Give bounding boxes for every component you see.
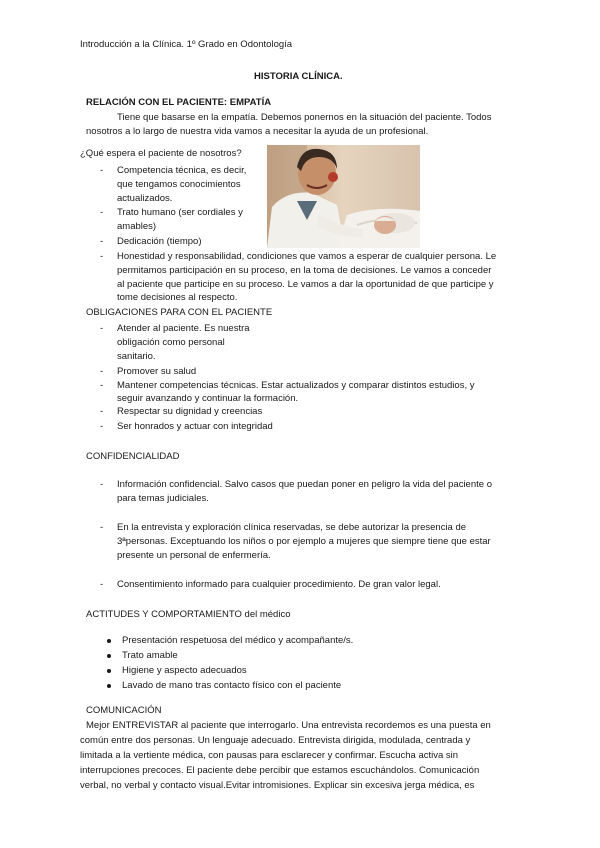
list-item-line: Mantener competencias técnicas. Estar actualizados y comparar distintos estudios, y [117,380,475,391]
section-heading-relacion: RELACIÓN CON EL PACIENTE: EMPATÍA [86,97,272,108]
list-item-line: presente un personal de enfermería. [117,550,271,561]
list-dash: - [100,406,104,417]
list-dash: - [100,236,104,247]
section-heading-obligaciones: OBLIGACIONES PARA CON EL PACIENTE [86,307,273,318]
page-title-dot: . [340,71,343,82]
list-dash: - [100,579,104,590]
comunicacion-line: común entre dos personas. Un lenguaje adecuado. Entrevista dirigida, modulada, centrada y [80,735,471,746]
doctor-patient-photo [267,145,420,248]
list-item-line: sanitario. [117,351,156,362]
list-item-line: Información confidencial. Salvo casos que puedan poner en peligro la vida del paciente o [117,479,492,490]
list-item-line: para temas judiciales. [117,493,209,504]
list-item-line: Promover su salud [117,366,197,377]
list-item-line: tome decisiones al respecto. [117,292,238,303]
list-item-line: amables) [117,221,157,232]
list-dash: - [100,421,104,432]
list-item-line: al paciente que participe en su proceso. Le vamos a dar la oportunidad de que participe y [117,279,494,290]
list-item-line: Competencia técnica, es decir, [117,165,247,176]
comunicacion-line: limitada a la vertiente médica, con pausas para esclarecer y confirmar. Escucha activa sin [80,750,459,761]
list-dash: - [100,251,104,262]
list-item-line: Ser honrados y actuar con integridad [117,421,273,432]
list-dash: - [100,207,104,218]
running-header: Introducción a la Clínica. 1º Grado en Odontología [80,39,293,50]
comunicacion-line: interrupciones precoces. El paciente debe percibir que estamos escuchándolos. Comunicación [80,765,480,776]
comunicacion-line: verbal, no verbal y contacto visual.Evitar intromisiones. Explicar sin excesiva jerga médica, es [80,780,475,791]
list-item-line: seguir avanzando y continuar la formación. [117,393,299,404]
list-item-line: Presentación respetuosa del médico y acompañante/s. [122,635,354,646]
list-item-line: 3ªpersonas. Exceptuando los niños o por ejemplo a mujeres que siempre tiene que estar [117,536,491,547]
list-dash: - [100,165,104,176]
section-heading-comunicacion: COMUNICACIÓN [86,705,162,716]
bullet-dot [107,669,111,673]
list-dash: - [100,366,104,377]
relacion-intro-line: nosotros a lo largo de nuestra vida vamos a necesitar la ayuda de un profesional. [86,126,429,137]
list-item-line: Consentimiento informado para cualquier procedimiento. De gran valor legal. [117,579,441,590]
list-item-line: Atender al paciente. Es nuestra [117,323,250,334]
list-item-line: Dedicación (tiempo) [117,236,202,247]
list-item-line: Trato amable [122,650,178,661]
list-item-line: obligación como personal [117,337,225,348]
comunicacion-line: Mejor ENTREVISTAR al paciente que interrogarlo. Una entrevista recordemos es una puesta en [86,720,491,731]
page-title [254,71,343,83]
section-heading-confidencialidad: CONFIDENCIALIDAD [86,451,180,462]
list-item-line: Higiene y aspecto adecuados [122,665,247,676]
bullet-dot [107,684,111,688]
bullet-dot [107,639,111,643]
relacion-intro-line: Tiene que basarse en la empatía. Debemos ponernos en la situación del paciente. Todos [117,112,492,123]
list-item-line: Respectar su dignidad y creencias [117,406,263,417]
bullet-dot [107,654,111,658]
relacion-question: ¿Qué espera el paciente de nosotros? [80,148,242,159]
list-dash: - [100,323,104,334]
section-heading-actitudes: ACTITUDES Y COMPORTAMIENTO del médico [86,609,291,620]
list-item-line: permitamos participación en su proceso, en la toma de decisiones. Le vamos a conceder [117,265,492,276]
list-item-line: que tengamos conocimientos [117,179,241,190]
list-item-line: En la entrevista y exploración clínica reservadas, se debe autorizar la presencia de [117,522,467,533]
page-title-text: HISTORIA CLÍNICA [254,71,341,82]
list-item-line: Honestidad y responsabilidad, condiciones que vamos a esperar de cualquier persona. Le [117,251,497,262]
list-dash: - [100,522,104,533]
list-dash: - [100,380,104,391]
list-dash: - [100,479,104,490]
list-item-line: actualizados. [117,193,173,204]
list-item-line: Lavado de mano tras contacto físico con el paciente [122,680,342,691]
list-item-line: Trato humano (ser cordiales y [117,207,243,218]
